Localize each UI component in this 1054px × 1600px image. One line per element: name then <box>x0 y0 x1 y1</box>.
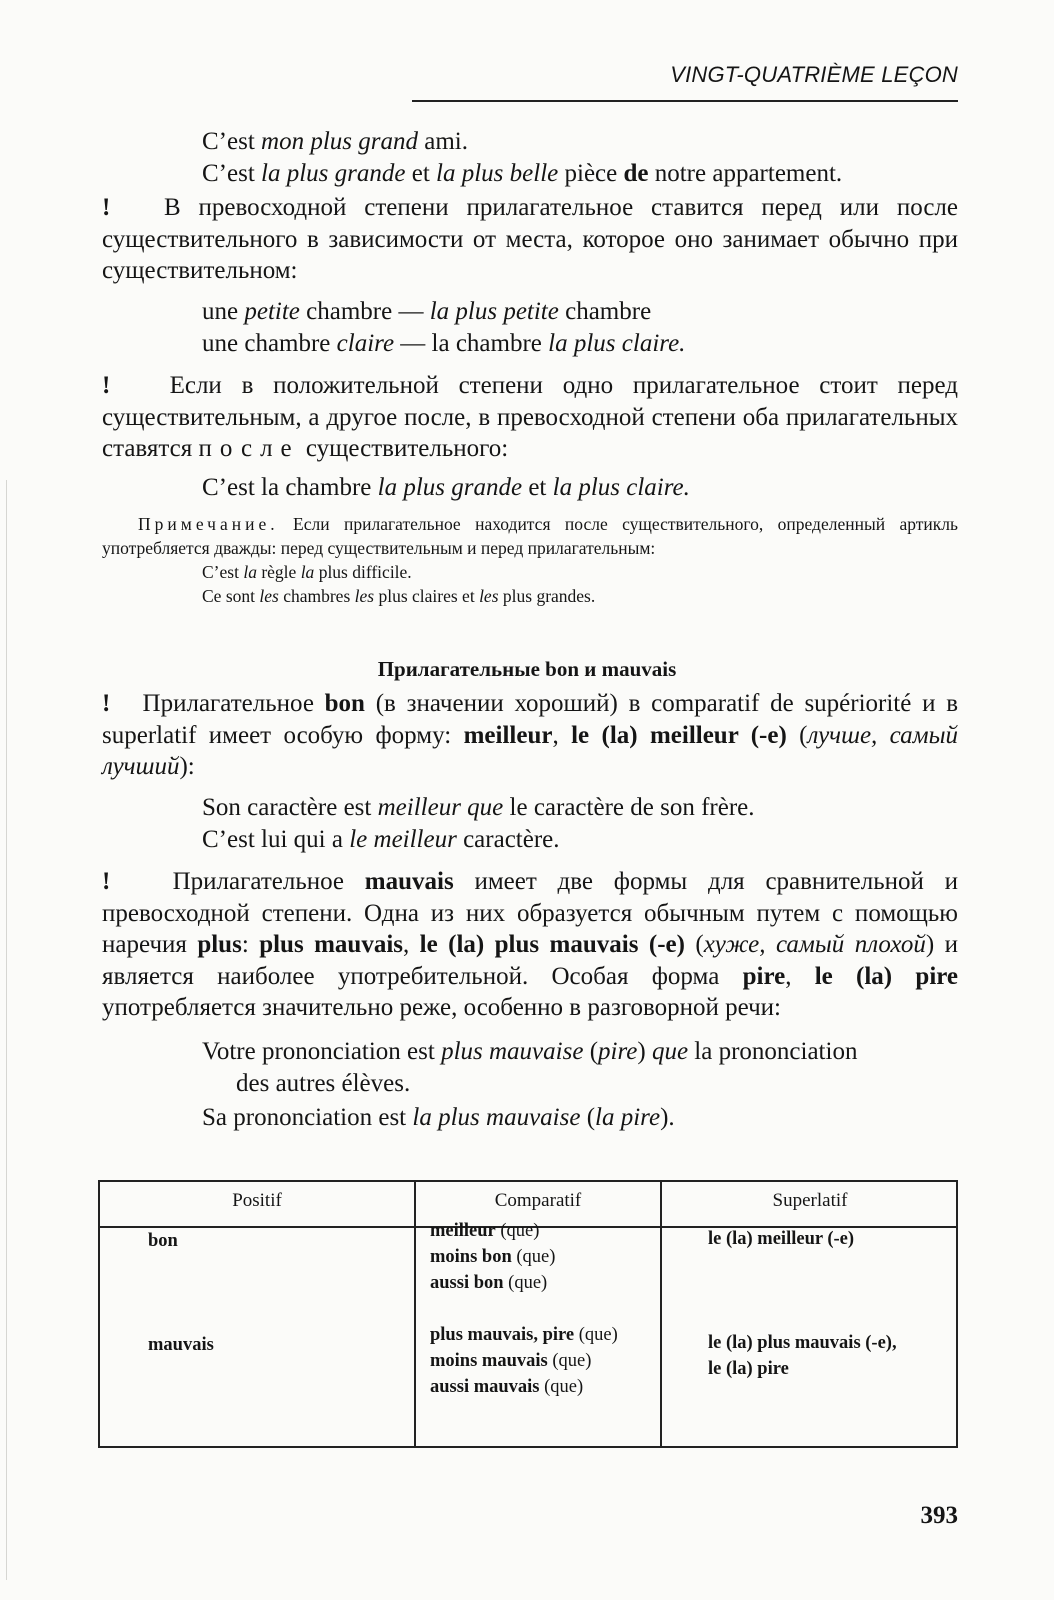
example-line: C’est mon plus grand ami. <box>202 128 468 155</box>
table-cell-superlatif: le (la) meilleur (-e) <box>708 1229 855 1249</box>
table-header-positif: Positif <box>232 1190 282 1211</box>
rule-paragraph: ! Если в положительной степени одно прилагательное стоит перед существительным, а другое после, в превосходной степени оба прилагательных ставятся после существительного: <box>102 372 958 462</box>
spaced-emphasis: после <box>198 435 300 462</box>
note-example-line: Ce sont les chambres les plus claires et les plus grandes. <box>202 586 596 606</box>
running-header <box>412 54 958 102</box>
note-example-line: C’est la règle la plus difficile. <box>202 562 412 582</box>
example-line: une petite chambre — la plus petite chambre <box>202 298 652 325</box>
note-paragraph: Примечание. Если прилагательное находится после существительного, определенный артикль употребляется дважды: перед существительным и перед прилагательным: <box>102 514 958 558</box>
table-cell-positif: bon <box>148 1231 178 1251</box>
note-label: Примечание. <box>138 514 279 534</box>
scan-edge-line <box>6 480 7 1580</box>
example-line: Son caractère est meilleur que le caractère de son frère. <box>202 794 755 821</box>
rule-mark: ! <box>102 372 111 399</box>
table-header-comparatif: Comparatif <box>494 1190 582 1211</box>
table-divider <box>414 1182 416 1446</box>
rule-paragraph: ! В превосходной степени прилагательное ставится перед или после существительного в зависимости от места, которое оно занимает обычно при существительном: <box>102 194 958 284</box>
section-heading: Прилагательные bon и mauvais <box>377 657 677 681</box>
running-header-title: VINGT-QUATRIÈME LEÇON <box>670 62 958 87</box>
example-line: Sa prononciation est la plus mauvaise (la pire). <box>202 1104 675 1131</box>
table-cell-superlatif: le (la) plus mauvais (-e), le (la) pire <box>708 1333 897 1379</box>
example-line: une chambre claire — la chambre la plus claire. <box>202 330 686 357</box>
rule-mark: ! <box>102 194 111 221</box>
rule-mark: ! <box>102 690 111 717</box>
example-line: Votre prononciation est plus mauvaise (pire) que la prononciation <box>202 1038 858 1065</box>
rule-mark: ! <box>102 868 111 895</box>
table-cell-comparatif: plus mauvais, pire (que) moins mauvais (que) aussi mauvais (que) <box>430 1325 618 1397</box>
table-divider <box>660 1182 662 1446</box>
rule-paragraph: ! Прилагательное bon (в значении хороший) в comparatif de supériorité и в superlatif имеет особую форму: meilleur, le (la) meilleur (-e) (лучше, самый лучший): <box>102 690 959 780</box>
page-number: 393 <box>920 1502 958 1529</box>
table-cell-positif: mauvais <box>148 1335 214 1355</box>
example-line: des autres élèves. <box>236 1070 411 1097</box>
example-line: C’est la plus grande et la plus belle pièce de notre appartement. <box>202 160 843 187</box>
table-header-superlatif: Superlatif <box>772 1190 848 1211</box>
example-line: C’est la chambre la plus grande et la plus claire. <box>202 474 690 501</box>
example-line: C’est lui qui a le meilleur caractère. <box>202 826 560 853</box>
table-cell-comparatif: meilleur (que) moins bon (que) aussi bon (que) <box>430 1221 556 1293</box>
comparison-table <box>98 1180 958 1448</box>
rule-paragraph: ! Прилагательное mauvais имеет две формы для сравнительной и превосходной степени. Одна из них образуется обычным путем с помощью наречия plus: plus mauvais, le (la) plus mauvais (-e) (хуже, самый плохой) и является наиболее употребительной. Особая форма pire, le (la) pire употребляется значительно реже, особенно в разговорной речи: <box>102 868 959 1021</box>
